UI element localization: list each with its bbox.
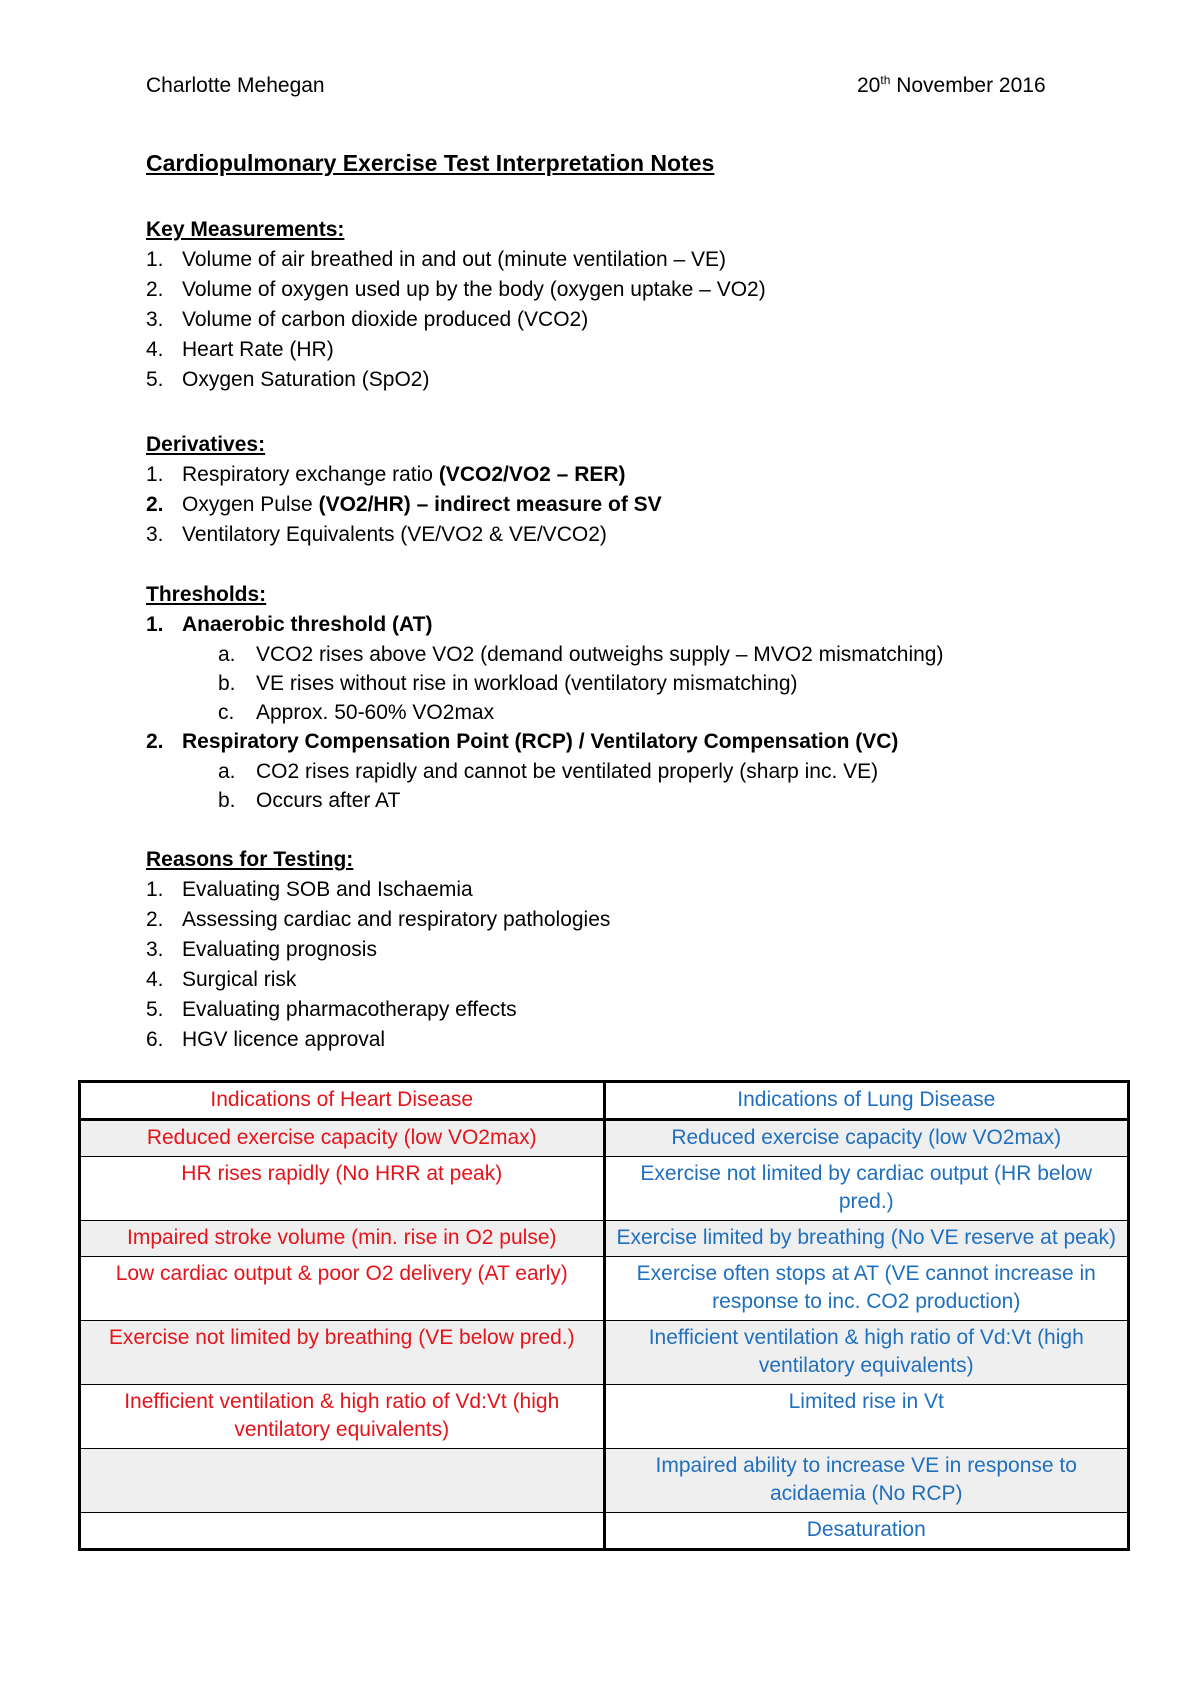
sub-item — [146, 786, 1146, 815]
sub-letter: a. — [218, 760, 236, 783]
list-number: 6. — [146, 1028, 164, 1051]
list-number: 1. — [146, 613, 164, 636]
list-item — [146, 995, 1146, 1025]
document-title: Cardiopulmonary Exercise Test Interpretation Notes — [146, 150, 715, 176]
heart-cell: Inefficient ventilation & high ratio of Vd:Vt (high ventilatory equivalents) — [80, 1385, 605, 1449]
list-text: Surgical risk — [182, 968, 297, 991]
list-item — [146, 335, 1146, 365]
sub-text: Occurs after AT — [256, 789, 401, 812]
threshold-rcp — [146, 727, 1146, 757]
list-number: 2. — [146, 908, 164, 931]
list-number: 5. — [146, 368, 164, 391]
table-row — [80, 1385, 1129, 1449]
key-measurements-section — [146, 215, 1146, 395]
list-number: 5. — [146, 998, 164, 1021]
table-header-row — [80, 1082, 1129, 1120]
sub-item — [146, 640, 1146, 669]
list-item — [146, 905, 1146, 935]
list-text: Volume of oxygen used up by the body (oxygen uptake – VO2) — [182, 278, 766, 301]
heart-cell — [80, 1449, 605, 1513]
lung-cell: Reduced exercise capacity (low VO2max) — [604, 1120, 1129, 1157]
list-number: 2. — [146, 730, 164, 753]
table-row — [80, 1321, 1129, 1385]
list-item — [146, 365, 1146, 395]
list-bold-text: (VO2/HR) – indirect measure of SV — [318, 493, 662, 516]
list-text: Volume of carbon dioxide produced (VCO2) — [182, 308, 589, 331]
sub-item — [146, 757, 1146, 786]
lung-cell: Exercise not limited by cardiac output (HR below pred.) — [604, 1157, 1129, 1221]
thresholds-heading: Thresholds: — [146, 583, 267, 606]
date-suffix: th — [880, 73, 891, 87]
author-name: Charlotte Mehegan — [146, 74, 325, 97]
date-day: 20 — [857, 74, 881, 97]
derivatives-section — [146, 430, 1146, 550]
sub-letter: b. — [218, 672, 236, 695]
list-number: 1. — [146, 248, 164, 271]
list-text: Assessing cardiac and respiratory pathologies — [182, 908, 611, 931]
list-item — [146, 965, 1146, 995]
reasons-section — [146, 845, 1146, 1055]
sub-item — [146, 698, 1146, 727]
list-item — [146, 875, 1146, 905]
list-text: Evaluating prognosis — [182, 938, 377, 961]
list-number: 1. — [146, 878, 164, 901]
list-number: 3. — [146, 308, 164, 331]
list-item — [146, 275, 1146, 305]
list-bold-text: (VCO2/VO2 – RER) — [438, 463, 626, 486]
heart-cell: Reduced exercise capacity (low VO2max) — [80, 1120, 605, 1157]
list-text: Heart Rate (HR) — [182, 338, 334, 361]
reasons-list — [146, 875, 1146, 1055]
reasons-heading: Reasons for Testing: — [146, 848, 354, 871]
list-item — [146, 460, 1146, 490]
list-text: Volume of air breathed in and out (minute ventilation – VE) — [182, 248, 726, 271]
heart-cell — [80, 1513, 605, 1550]
table-row — [80, 1449, 1129, 1513]
list-text: Respiratory exchange ratio — [182, 463, 439, 486]
list-item — [146, 935, 1146, 965]
lung-cell: Inefficient ventilation & high ratio of Vd:Vt (high ventilatory equivalents) — [604, 1321, 1129, 1385]
list-text: HGV licence approval — [182, 1028, 386, 1051]
list-number: 4. — [146, 338, 164, 361]
list-item — [146, 1025, 1146, 1055]
heart-header-cell: Indications of Heart Disease — [80, 1082, 605, 1120]
list-number: 3. — [146, 938, 164, 961]
list-text: Evaluating pharmacotherapy effects — [182, 998, 517, 1021]
list-number: 3. — [146, 523, 164, 546]
list-text: Oxygen Pulse — [182, 493, 319, 516]
table-row — [80, 1221, 1129, 1257]
document-date — [857, 74, 1046, 98]
sub-letter: a. — [218, 643, 236, 666]
key-measurements-list — [146, 245, 1146, 395]
sub-text: VCO2 rises above VO2 (demand outweighs supply – MVO2 mismatching) — [256, 643, 944, 666]
list-number: 4. — [146, 968, 164, 991]
lung-cell: Exercise limited by breathing (No VE reserve at peak) — [604, 1221, 1129, 1257]
heart-vs-lung-table — [78, 1080, 1130, 1551]
sub-letter: c. — [218, 701, 235, 724]
list-item — [146, 245, 1146, 275]
lung-header-cell: Indications of Lung Disease — [604, 1082, 1129, 1120]
derivatives-heading: Derivatives: — [146, 433, 266, 456]
list-item — [146, 490, 1146, 520]
lung-cell: Limited rise in Vt — [604, 1385, 1129, 1449]
heart-cell: HR rises rapidly (No HRR at peak) — [80, 1157, 605, 1221]
table-row — [80, 1257, 1129, 1321]
lung-cell: Desaturation — [604, 1513, 1129, 1550]
threshold-at-label: Anaerobic threshold (AT) — [182, 613, 433, 636]
threshold-at — [146, 610, 1146, 640]
sub-text: CO2 rises rapidly and cannot be ventilated properly (sharp inc. VE) — [256, 760, 879, 783]
list-number: 2. — [146, 493, 164, 516]
key-measurements-heading: Key Measurements: — [146, 218, 345, 241]
thresholds-section — [146, 580, 1146, 815]
list-item — [146, 305, 1146, 335]
sub-text: VE rises without rise in workload (ventilatory mismatching) — [256, 672, 798, 695]
date-rest: November 2016 — [890, 74, 1046, 97]
sub-letter: b. — [218, 789, 236, 812]
list-text: Ventilatory Equivalents (VE/VO2 & VE/VCO2) — [182, 523, 607, 546]
sub-text: Approx. 50-60% VO2max — [256, 701, 495, 724]
list-text: Evaluating SOB and Ischaemia — [182, 878, 473, 901]
list-item — [146, 520, 1146, 550]
lung-cell: Impaired ability to increase VE in response to acidaemia (No RCP) — [604, 1449, 1129, 1513]
list-text: Oxygen Saturation (SpO2) — [182, 368, 430, 391]
heart-cell: Low cardiac output & poor O2 delivery (AT early) — [80, 1257, 605, 1321]
table-row — [80, 1157, 1129, 1221]
table-row — [80, 1120, 1129, 1157]
lung-cell: Exercise often stops at AT (VE cannot increase in response to inc. CO2 production) — [604, 1257, 1129, 1321]
sub-item — [146, 669, 1146, 698]
list-number: 1. — [146, 463, 164, 486]
heart-cell: Exercise not limited by breathing (VE below pred.) — [80, 1321, 605, 1385]
heart-cell: Impaired stroke volume (min. rise in O2 pulse) — [80, 1221, 605, 1257]
threshold-rcp-label: Respiratory Compensation Point (RCP) / Ventilatory Compensation (VC) — [182, 730, 899, 753]
derivatives-list — [146, 460, 1146, 550]
table-row — [80, 1513, 1129, 1550]
list-number: 2. — [146, 278, 164, 301]
